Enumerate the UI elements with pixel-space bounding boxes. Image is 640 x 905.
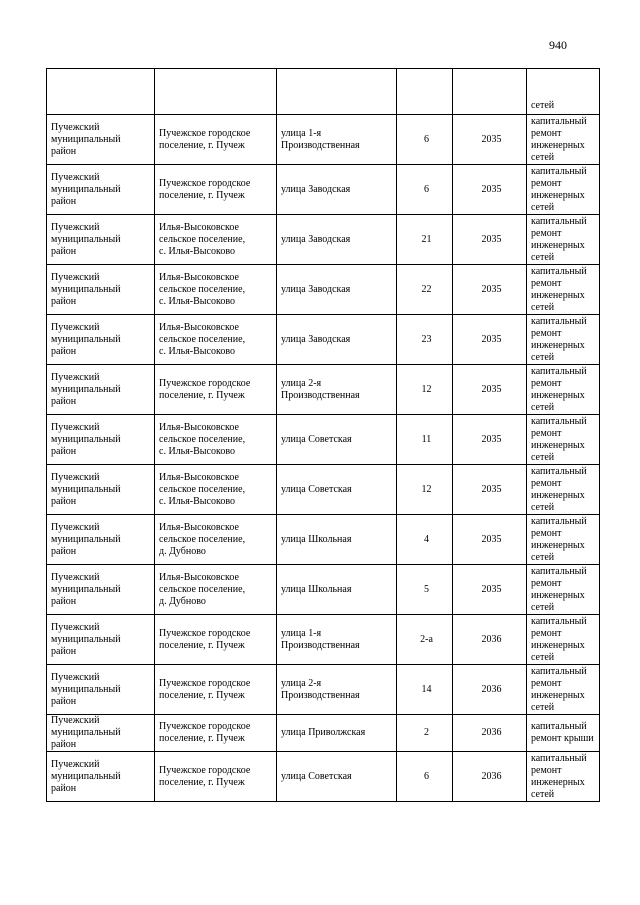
year-cell: 2036 <box>453 665 527 715</box>
house-cell: 5 <box>397 565 453 615</box>
table-body <box>47 69 600 802</box>
district-cell: Пучежский муниципальный район <box>47 315 155 365</box>
settlement-cell: Пучежское городское поселение, г. Пучеж <box>155 165 277 215</box>
house-cell: 11 <box>397 415 453 465</box>
work-type-cell: капитальный ремонт инженерных сетей <box>527 752 600 802</box>
year-cell: 2035 <box>453 515 527 565</box>
table-row <box>47 465 600 515</box>
settlement-cell: Илья-Высоковское сельское поселение, с. Илья-Высоково <box>155 215 277 265</box>
table-row-continuation <box>47 69 600 115</box>
house-cell: 2 <box>397 715 453 752</box>
year-cell: 2035 <box>453 265 527 315</box>
repair-schedule-table <box>46 68 600 802</box>
work-type-cell: капитальный ремонт инженерных сетей <box>527 615 600 665</box>
table-row <box>47 515 600 565</box>
district-cell: Пучежский муниципальный район <box>47 515 155 565</box>
street-cell: улица Советская <box>277 415 397 465</box>
house-cell: 2-а <box>397 615 453 665</box>
street-cell: улица Заводская <box>277 215 397 265</box>
settlement-cell: Пучежское городское поселение, г. Пучеж <box>155 115 277 165</box>
settlement-cell <box>155 69 277 115</box>
district-cell: Пучежский муниципальный район <box>47 715 155 752</box>
street-cell: улица 1-я Производственная <box>277 615 397 665</box>
street-cell: улица Заводская <box>277 165 397 215</box>
work-type-cell: капитальный ремонт инженерных сетей <box>527 665 600 715</box>
work-type-cell: капитальный ремонт инженерных сетей <box>527 265 600 315</box>
settlement-cell: Илья-Высоковское сельское поселение, д. Дубново <box>155 565 277 615</box>
district-cell: Пучежский муниципальный район <box>47 265 155 315</box>
house-cell: 12 <box>397 365 453 415</box>
year-cell: 2035 <box>453 165 527 215</box>
street-cell: улица Приволжская <box>277 715 397 752</box>
district-cell: Пучежский муниципальный район <box>47 115 155 165</box>
table-row <box>47 415 600 465</box>
work-type-cell: капитальный ремонт инженерных сетей <box>527 565 600 615</box>
year-cell: 2036 <box>453 715 527 752</box>
street-cell <box>277 69 397 115</box>
table-row <box>47 615 600 665</box>
house-cell: 4 <box>397 515 453 565</box>
table-row <box>47 165 600 215</box>
table-row <box>47 115 600 165</box>
settlement-cell: Илья-Высоковское сельское поселение, с. Илья-Высоково <box>155 265 277 315</box>
district-cell: Пучежский муниципальный район <box>47 215 155 265</box>
work-type-cell: капитальный ремонт инженерных сетей <box>527 165 600 215</box>
page-number: 940 <box>549 38 567 52</box>
district-cell: Пучежский муниципальный район <box>47 665 155 715</box>
year-cell: 2035 <box>453 415 527 465</box>
district-cell: Пучежский муниципальный район <box>47 415 155 465</box>
work-type-cell: капитальный ремонт инженерных сетей <box>527 115 600 165</box>
house-cell: 14 <box>397 665 453 715</box>
street-cell: улица Советская <box>277 752 397 802</box>
table-row <box>47 715 600 752</box>
year-cell: 2035 <box>453 565 527 615</box>
work-type-cell: сетей <box>527 69 600 115</box>
year-cell: 2035 <box>453 115 527 165</box>
house-cell: 12 <box>397 465 453 515</box>
settlement-cell: Пучежское городское поселение, г. Пучеж <box>155 365 277 415</box>
table-row <box>47 752 600 802</box>
work-type-cell: капитальный ремонт инженерных сетей <box>527 465 600 515</box>
district-cell: Пучежский муниципальный район <box>47 752 155 802</box>
year-cell: 2036 <box>453 752 527 802</box>
street-cell: улица Заводская <box>277 315 397 365</box>
street-cell: улица 1-я Производственная <box>277 115 397 165</box>
year-cell: 2035 <box>453 365 527 415</box>
house-cell: 22 <box>397 265 453 315</box>
year-cell: 2035 <box>453 215 527 265</box>
year-cell: 2035 <box>453 315 527 365</box>
work-type-cell: капитальный ремонт инженерных сетей <box>527 415 600 465</box>
house-cell: 23 <box>397 315 453 365</box>
street-cell: улица Школьная <box>277 515 397 565</box>
work-type-cell: капитальный ремонт инженерных сетей <box>527 315 600 365</box>
work-type-cell: капитальный ремонт инженерных сетей <box>527 515 600 565</box>
table-row <box>47 315 600 365</box>
house-cell: 6 <box>397 165 453 215</box>
settlement-cell: Илья-Высоковское сельское поселение, д. Дубново <box>155 515 277 565</box>
settlement-cell: Пучежское городское поселение, г. Пучеж <box>155 752 277 802</box>
district-cell: Пучежский муниципальный район <box>47 165 155 215</box>
settlement-cell: Илья-Высоковское сельское поселение, с. Илья-Высоково <box>155 315 277 365</box>
work-type-cell: капитальный ремонт инженерных сетей <box>527 215 600 265</box>
house-cell: 21 <box>397 215 453 265</box>
street-cell: улица Заводская <box>277 265 397 315</box>
street-cell: улица 2-я Производственная <box>277 665 397 715</box>
district-cell: Пучежский муниципальный район <box>47 615 155 665</box>
house-cell: 6 <box>397 115 453 165</box>
settlement-cell: Пучежское городское поселение, г. Пучеж <box>155 615 277 665</box>
street-cell: улица Школьная <box>277 565 397 615</box>
year-cell: 2035 <box>453 465 527 515</box>
district-cell: Пучежский муниципальный район <box>47 565 155 615</box>
work-type-cell: капитальный ремонт инженерных сетей <box>527 365 600 415</box>
district-cell: Пучежский муниципальный район <box>47 365 155 415</box>
settlement-cell: Илья-Высоковское сельское поселение, с. Илья-Высоково <box>155 465 277 515</box>
street-cell: улица 2-я Производственная <box>277 365 397 415</box>
year-cell <box>453 69 527 115</box>
house-cell <box>397 69 453 115</box>
table-row <box>47 215 600 265</box>
house-cell: 6 <box>397 752 453 802</box>
settlement-cell: Илья-Высоковское сельское поселение, с. Илья-Высоково <box>155 415 277 465</box>
street-cell: улица Советская <box>277 465 397 515</box>
table-row <box>47 365 600 415</box>
district-cell: Пучежский муниципальный район <box>47 465 155 515</box>
settlement-cell: Пучежское городское поселение, г. Пучеж <box>155 715 277 752</box>
work-type-cell: капитальный ремонт крыши <box>527 715 600 752</box>
table-row <box>47 665 600 715</box>
table-row <box>47 565 600 615</box>
table-row <box>47 265 600 315</box>
year-cell: 2036 <box>453 615 527 665</box>
settlement-cell: Пучежское городское поселение, г. Пучеж <box>155 665 277 715</box>
district-cell <box>47 69 155 115</box>
